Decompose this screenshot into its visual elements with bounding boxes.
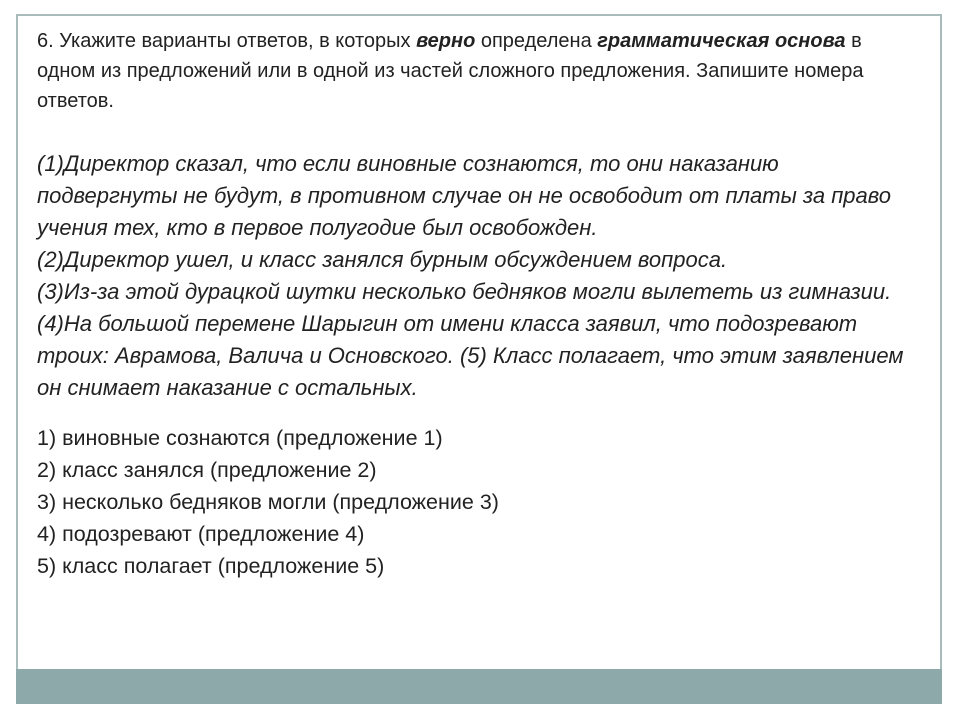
answer-option-5: 5) класс полагает (предложение 5) bbox=[37, 554, 385, 578]
task-text-part1: 6. Укажите варианты ответов, в которых bbox=[37, 30, 417, 52]
task-text-part3: в одном из предложений или в одной из частей сложного предложения. Запишите номера ответов. bbox=[37, 30, 864, 112]
passage-sentence-1: (1)Директор сказал, что если виновные сознаются, то они наказанию подвергнуты не будут, в противном случае он не освободит от платы за право учения тех, кто в первое полугодие был освобожден. bbox=[37, 151, 892, 240]
answer-option-1: 1) виновные сознаются (предложение 1) bbox=[37, 426, 443, 450]
answer-option-3: 3) несколько бедняков могли (предложение 3) bbox=[37, 490, 499, 514]
answer-options bbox=[37, 422, 917, 582]
text-passage bbox=[37, 148, 917, 404]
task-emphasis-grammar-basis: грамматическая основа bbox=[597, 30, 846, 52]
task-text-part2: определена bbox=[475, 30, 598, 52]
slide-content bbox=[37, 26, 917, 582]
answer-option-2: 2) класс занялся (предложение 2) bbox=[37, 458, 377, 482]
passage-sentence-2: (2)Директор ушел, и класс занялся бурным обсуждением вопроса. bbox=[37, 247, 728, 272]
task-emphasis-verno: верно bbox=[416, 30, 476, 52]
task-statement bbox=[37, 26, 917, 116]
footer-band bbox=[16, 669, 942, 704]
passage-sentences-3-5: (3)Из-за этой дурацкой шутки несколько бедняков могли вылететь из гимназии. (4)На большой перемене Шарыгин от имени класса заявил, что подозревают троих: Аврамова, Валича и Основского. (5) Класс полагает, что этим заявлением он снимает наказание с остальных. bbox=[37, 279, 904, 400]
answer-option-4: 4) подозревают (предложение 4) bbox=[37, 522, 365, 546]
